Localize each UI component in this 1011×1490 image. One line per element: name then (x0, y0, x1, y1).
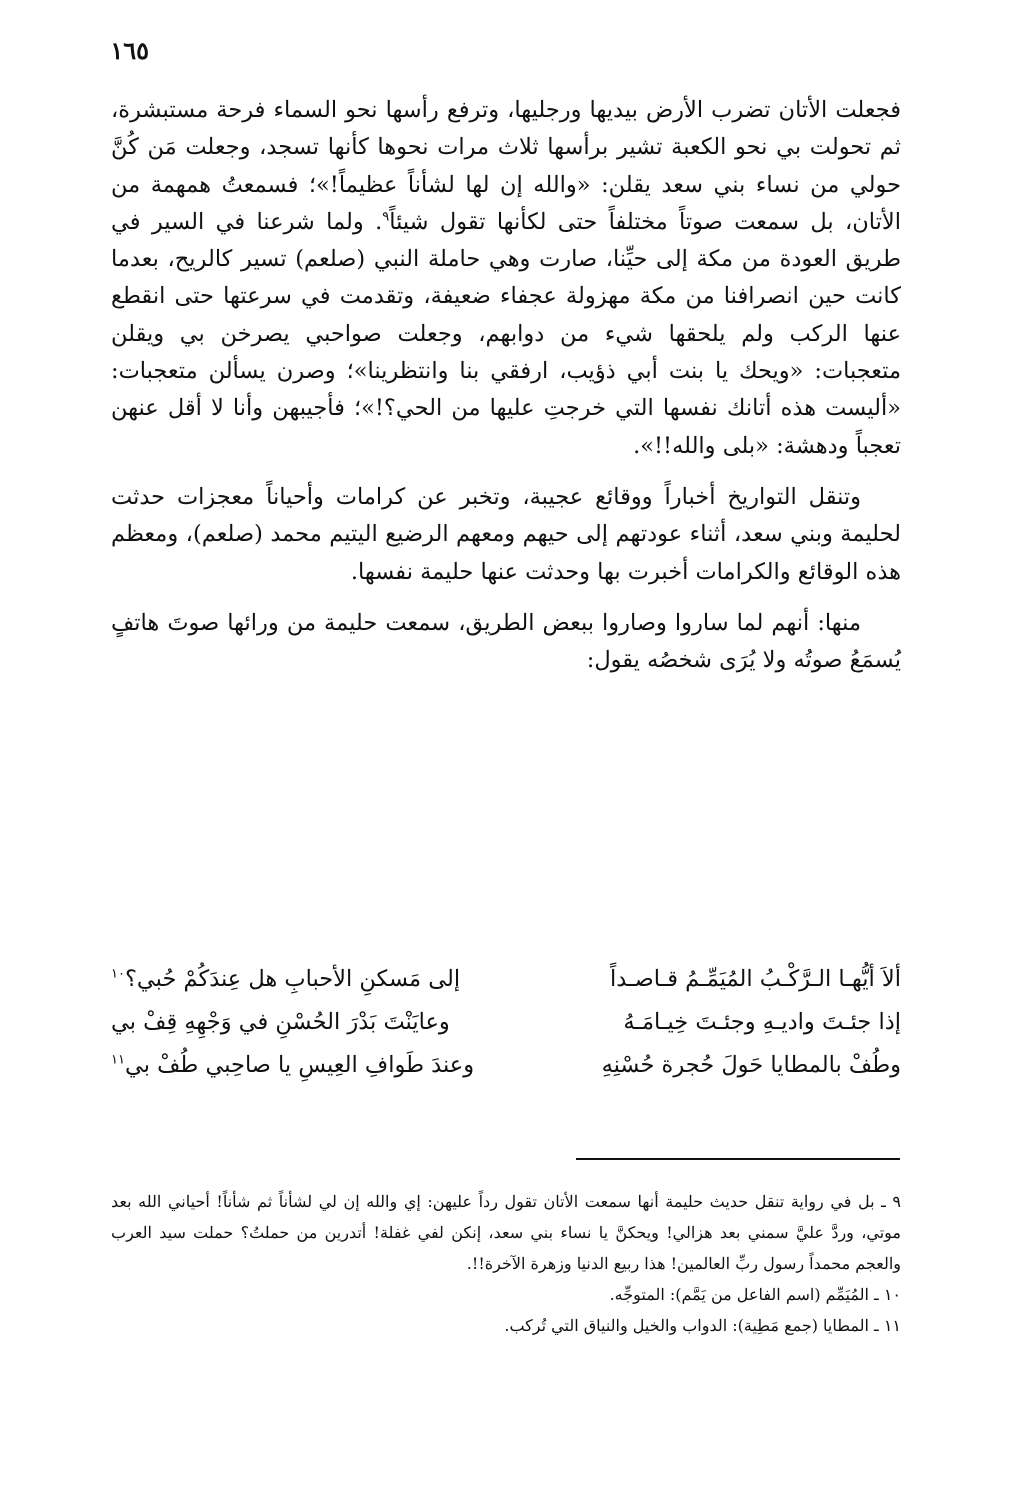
verse-first-hemistich: ألاَ أيُّهـا الـرَّكْـبُ المُيَمِّـمُ قـاصـداً (610, 966, 901, 992)
footnote-separator (576, 1158, 900, 1160)
paragraph-1 (111, 92, 901, 465)
verse-line (111, 1044, 901, 1087)
verse-second-text: إلى مَسكنِ الأحبابِ هل عِندَكُمْ حُبي؟ (124, 966, 461, 992)
footnote-9-rest: شأناً! أحياني الله بعد موتي، وردَّ عليَّ سمني بعد هزالي! ويحكنَّ يا نساء بني سعد، إنكن لفي غفلة! أتدرين من حملتُ؟ حملت سيد العرب والعجم محمداً رسول ربِّ العالمين! هذا ربيع الدنيا وزهرة الآخرة!!. (111, 1192, 901, 1273)
footnote-ref-9[interactable]: ٩ (382, 209, 390, 225)
footnote-ref-11[interactable]: ١١ (111, 1052, 125, 1068)
footnote-11: ١١ ـ المطايا (جمع مَطِية): الدواب والخيل والنياق التي تُركب. (504, 1316, 901, 1335)
footnotes (111, 1186, 901, 1341)
paragraph-3: منها: أنهم لما ساروا وصاروا ببعض الطريق، سمعت حليمة من ورائها صوتَ هاتفٍ يُسمَعُ صوتُه ولا يُرَى شخصُه يقول: (111, 609, 901, 674)
paragraph-2: وتنقل التواريخ أخباراً ووقائع عجيبة، وتخبر عن كرامات وأحياناً معجزات حدثت لحليمة وبني سعد، أثناء عودتهم إلى حيهم ومعهم الرضيع اليتيم محمد (صلعم)، ومعظم هذه الوقائع والكرامات أخبرت بها وحدثت عنها حليمة نفسها. (111, 483, 901, 585)
poem-verses (111, 958, 901, 1087)
paragraph-1-continuation: . ولما شرعنا في السير في طريق العودة من مكة إلى حيِّنا، صارت وهي حاملة النبي (صلعم) تسير كالريح، بعدما كانت حين انصرافنا من مكة مهزولة عجفاء ضعيفة، وتقدمت في سرعتها حتى انقطع عنها الركب ولم يلحقها شيء من دوابهم، وجعلت صواحبي يصرخن بي ويقلن متعجبات: «ويحك يا بنت أبي ذؤيب، ارفقي بنا وانتظرينا»؛ وصرن يسألن متعجبات: «أليست هذه أتانك نفسها التي خرجتِ عليها من الحي؟!»؛ فأجيبهن وأنا لا أقل عنهن تعجباً ودهشة: «بلى والله!!». (111, 208, 901, 459)
paragraph-1-text: فجعلت الأتان تضرب الأرض بيديها ورجليها، وترفع رأسها نحو السماء فرحة مستبشرة، ثم تحولت بي نحو الكعبة تشير برأسها ثلاث مرات نحوها كأنها تسجد، وجعلت مَن كُنَّ حولي من نساء بني سعد يقلن: «والله إن لها لشأناً عظيماً!»؛ فسمعتُ همهمة من الأتان، بل سمعت صوتاً مختلفاً حتى لكأنها تقول شيئاً (111, 97, 901, 235)
page-number: ١٦٥ (110, 36, 149, 65)
footnote-10: ١٠ ـ المُيَمِّم (اسم الفاعل من يَمَّم): المتوجِّه. (609, 1285, 901, 1304)
verse-second-text: وعايَنْتَ بَدْرَ الحُسْنِ في وَجْهِهِ قِفْ بي (111, 1009, 450, 1035)
verse-first-hemistich: إذا جئـتَ واديـهِ وجئـتَ خِيـامَـهُ (623, 1009, 901, 1035)
verse-line (111, 1001, 901, 1044)
verse-second-hemistich (111, 1044, 491, 1087)
footnote-ref-10[interactable]: ١٠ (111, 966, 125, 982)
verse-line (111, 958, 901, 1001)
verse-second-hemistich (111, 958, 491, 1001)
footnote-9-first-line: ٩ ـ بل في رواية تنقل حديث حليمة أنها سمعت الأتان تقول رداً عليهن: إي والله إن لي لشأناً ثم (257, 1192, 902, 1211)
main-text (111, 92, 901, 679)
footnote-9 (111, 1186, 901, 1279)
verse-second-text: وعندَ طَوافِ العِيسِ يا صاحِبي طُفْ بي (124, 1052, 475, 1078)
verse-second-hemistich (111, 1001, 491, 1044)
verse-first-hemistich: وطُفْ بالمطايا حَولَ حُجرة حُسْنِهِ (601, 1052, 901, 1078)
